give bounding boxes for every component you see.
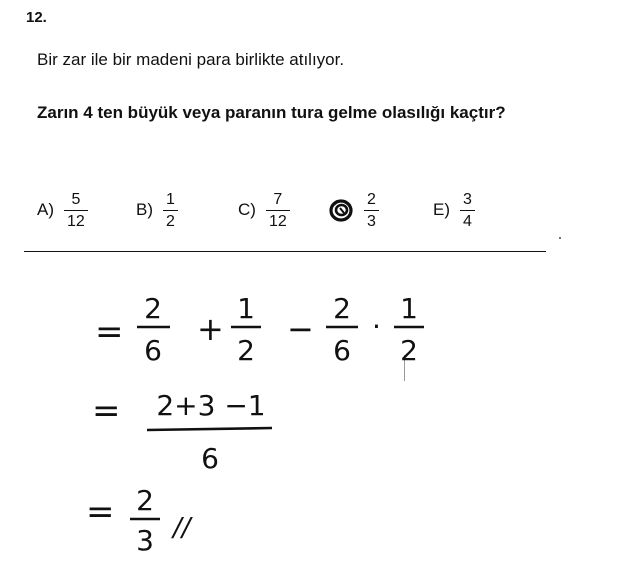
line1-term2-num: 1 [237,292,255,325]
line1-dot: · [372,310,381,343]
option-d[interactable] [328,185,379,235]
solution-line-3 [86,484,194,557]
option-b[interactable] [136,185,178,235]
option-c-fraction [266,190,290,231]
line1-term1-den: 6 [144,334,162,367]
line2-denominator: 6 [201,442,219,475]
option-d-denominator: 3 [364,210,379,231]
line3-equals: = [86,492,115,532]
line1-term4-den: 2 [400,334,418,367]
option-c-numerator: 7 [273,190,283,208]
handwritten-solution [0,260,633,560]
solution-line-1 [95,292,424,367]
option-e-label: E) [433,200,450,219]
line1-op2: − [287,310,314,348]
option-e-fraction [460,190,475,231]
line1-term2-den: 2 [237,334,255,367]
line1-term3-num: 2 [333,292,351,325]
question-number: 12. [26,9,47,26]
line1-equals: = [95,312,124,352]
option-a[interactable] [37,185,88,235]
question-ask: Zarın 4 ten büyük veya paranın tura gelme olasılığı kaçtır? [37,103,506,122]
marked-answer-circle [328,197,354,223]
line2-bar [147,428,272,430]
line2-numerator: 2+3 −1 [156,389,266,422]
option-c[interactable] [238,185,290,235]
line1-op1: + [197,310,224,348]
option-b-numerator: 1 [166,190,175,208]
solution-line-2 [92,389,272,475]
option-c-label: C) [238,200,256,219]
option-d-numerator: 2 [367,190,376,208]
line1-term3-den: 6 [333,334,351,367]
option-e[interactable] [433,185,475,235]
option-a-label: A) [37,200,54,219]
option-a-denominator: 12 [64,210,88,231]
line1-term1-num: 2 [144,292,162,325]
option-b-label: B) [136,200,153,219]
line1-term4-num: 1 [400,292,418,325]
scribble-circle-icon [328,197,354,223]
option-c-denominator: 12 [266,210,290,231]
option-b-fraction [163,190,178,231]
option-e-numerator: 3 [463,190,472,208]
line3-denominator: 3 [136,524,154,557]
option-b-denominator: 2 [163,210,178,231]
stray-dot [559,237,561,239]
line3-numerator: 2 [136,484,154,517]
option-d-fraction [364,190,379,231]
line2-equals: = [92,391,121,431]
option-e-denominator: 4 [460,210,475,231]
line3-end-mark: // [173,513,191,543]
separator-line [24,251,546,252]
question-stem: Bir zar ile bir madeni para birlikte atılıyor. [37,50,345,69]
option-a-numerator: 5 [71,190,81,208]
option-a-fraction [64,190,88,231]
